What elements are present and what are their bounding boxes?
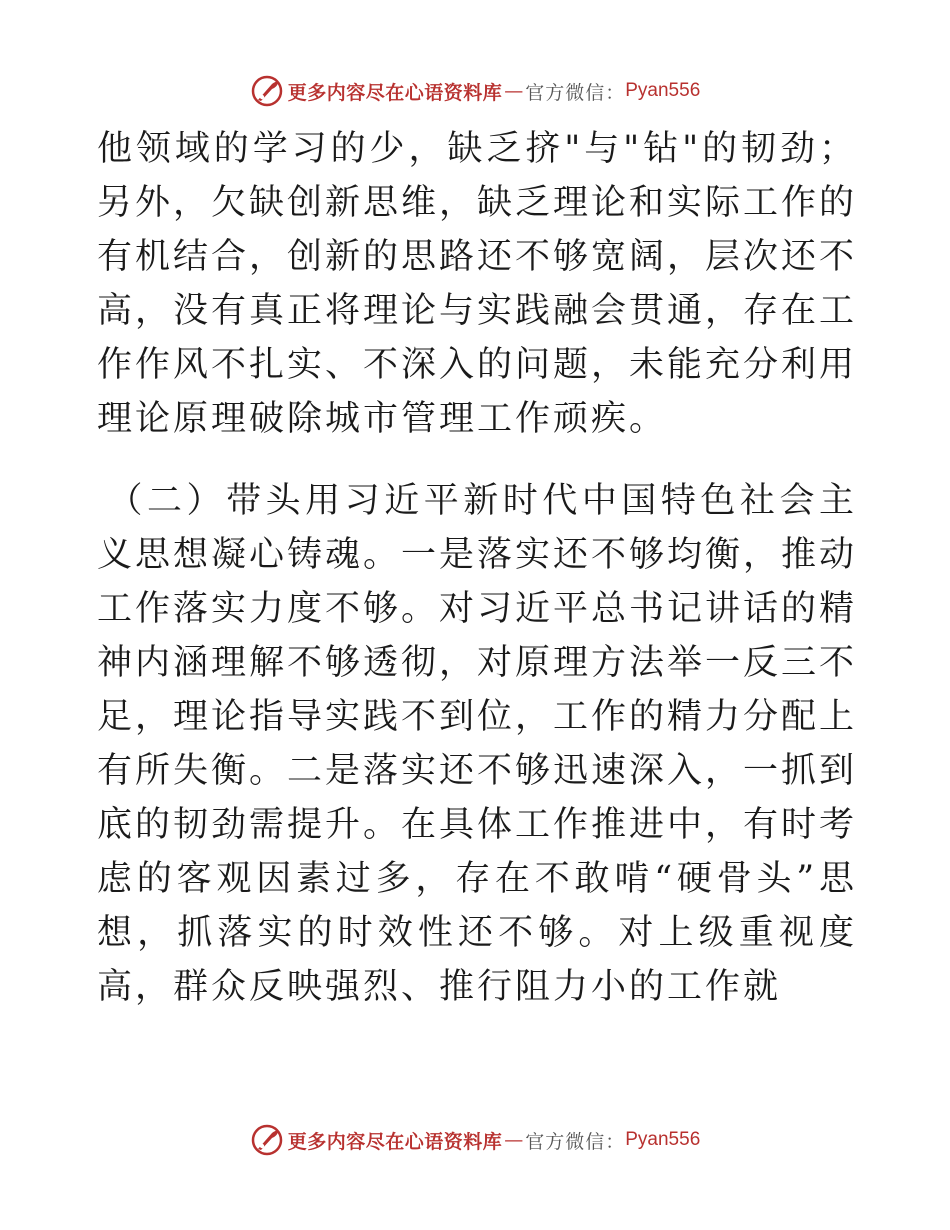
paragraph-2: （二）带头用习近平新时代中国特色社会主义思想凝心铸魂。一是落实还不够均衡，推动工作落实力度不够。对习近平总书记讲话的精神内涵理解不够透彻，对原理方法举一反三不足，理论指导实践不到位，工作的精力分配上有所失衡。二是落实还不够迅速深入，一抓到底的韧劲需提升。在具体工作推进中，有时考虑的客观因素过多，存在不敢啃“硬骨头”思想，抓落实的时效性还不够。对上级重视度高，群众反映强烈、推行阻力小的工作就 [97, 481, 858, 1007]
watermark-official-label: 官方微信： [525, 1130, 626, 1153]
watermark-official-label: 官方微信： [525, 81, 626, 104]
watermark-dash: — [504, 1129, 524, 1151]
watermark-text: 更多内容尽在心语资料库 [287, 1130, 503, 1153]
header-watermark [0, 71, 950, 111]
quill-logo-icon [250, 74, 284, 108]
watermark-wechat-id: Pyan556 [625, 1129, 701, 1150]
watermark-dash: — [504, 80, 524, 102]
document-body [97, 122, 857, 1014]
watermark-text: 更多内容尽在心语资料库 [287, 81, 503, 104]
quill-logo-icon [250, 1123, 284, 1157]
footer-watermark [0, 1120, 950, 1160]
watermark-wechat-id: Pyan556 [625, 80, 701, 101]
paragraph-1: 他领域的学习的少，缺乏挤"与"钻"的韧劲；另外，欠缺创新思维，缺乏理论和实际工作的有机结合，创新的思路还不够宽阔，层次还不高，没有真正将理论与实践融会贯通，存在工作作风不扎实、不深入的问题，未能充分利用理论原理破除城市管理工作顽疾。 [97, 129, 858, 439]
